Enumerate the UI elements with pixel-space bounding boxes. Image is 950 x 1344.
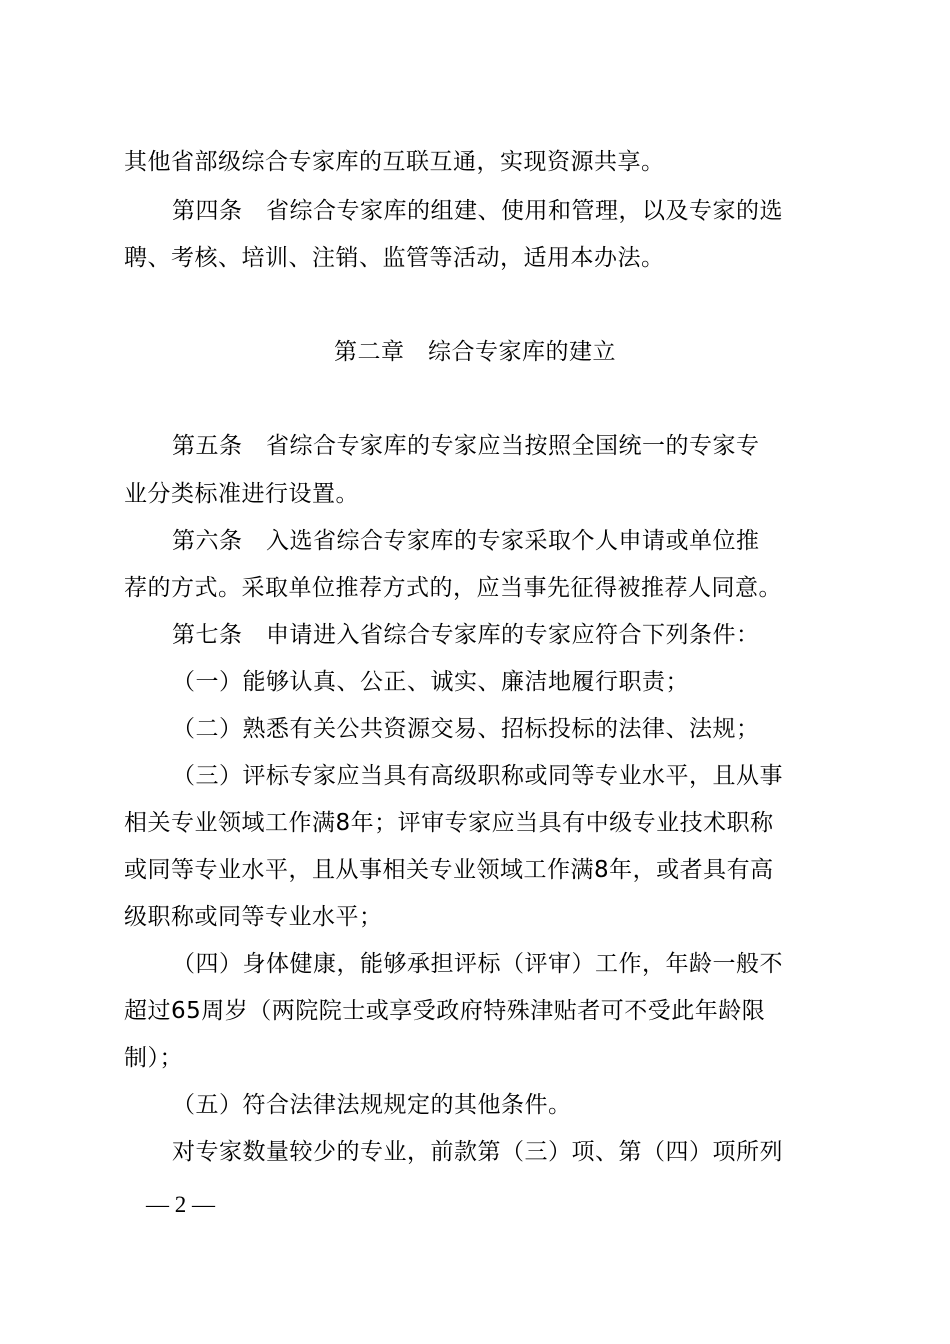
text-line: 业分类标准进行设置。 <box>124 481 359 507</box>
text-line: 级职称或同等专业水平； <box>124 904 383 930</box>
article-6-heading-line: 第六条 入选省综合专家库的专家采取个人申请或单位推 <box>172 528 760 554</box>
condition-2-line: （二）熟悉有关公共资源交易、招标投标的法律、法规； <box>172 716 760 742</box>
text-line: 或同等专业水平，且从事相关专业领域工作满8年，或者具有高 <box>124 857 774 883</box>
condition-4-line: （四）身体健康，能够承担评标（评审）工作，年龄一般不 <box>172 951 783 977</box>
text-line: 聘、考核、培训、注销、监管等活动，适用本办法。 <box>124 245 665 271</box>
text-line: 荐的方式。采取单位推荐方式的，应当事先征得被推荐人同意。 <box>124 575 782 601</box>
condition-5-line: （五）符合法律法规规定的其他条件。 <box>172 1092 572 1118</box>
text-line: 其他省部级综合专家库的互联互通，实现资源共享。 <box>124 149 665 175</box>
article-5-heading-line: 第五条 省综合专家库的专家应当按照全国统一的专家专 <box>172 433 760 459</box>
text-line: 超过65周岁（两院院士或享受政府特殊津贴者可不受此年龄限 <box>124 998 766 1024</box>
condition-3-line: （三）评标专家应当具有高级职称或同等专业水平，且从事 <box>172 763 783 789</box>
article-7-heading-line: 第七条 申请进入省综合专家库的专家应符合下列条件： <box>172 622 760 648</box>
closing-paragraph-line: 对专家数量较少的专业，前款第（三）项、第（四）项所列 <box>172 1139 783 1165</box>
text-line: 制）； <box>124 1045 183 1071</box>
article-4-heading-line: 第四条 省综合专家库的组建、使用和管理，以及专家的选 <box>172 198 783 224</box>
chapter-2-title: 第二章 综合专家库的建立 <box>334 339 616 365</box>
text-line: 相关专业领域工作满8年；评审专家应当具有中级专业技术职称 <box>124 810 774 836</box>
condition-1-line: （一）能够认真、公正、诚实、廉洁地履行职责； <box>172 669 689 695</box>
page-number: — 2 — <box>146 1192 215 1217</box>
